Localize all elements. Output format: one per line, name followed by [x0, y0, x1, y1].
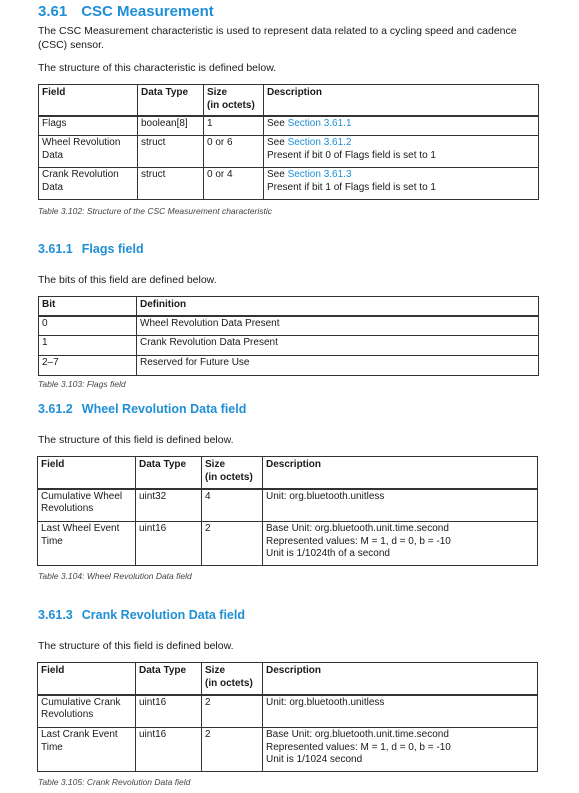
cell-field: Cumulative Crank Revolutions	[38, 695, 136, 728]
crank-revolution-table	[37, 662, 538, 772]
table-row	[38, 695, 538, 728]
section-title: CSC Measurement	[81, 3, 214, 20]
table-row	[39, 168, 539, 200]
cell-field: Wheel Revolution Data	[39, 136, 138, 168]
table-row	[39, 336, 539, 356]
cell-data-type: uint16	[136, 522, 202, 566]
col-header-definition: Definition	[137, 297, 539, 316]
col-header-field: Field	[38, 663, 136, 695]
cell-data-type: uint16	[136, 695, 202, 728]
col-header-bit: Bit	[39, 297, 137, 316]
cell-description: Unit: org.bluetooth.unitless	[263, 695, 538, 728]
flags-table	[38, 296, 539, 376]
table-header-row	[38, 663, 538, 695]
section-link[interactable]: Section 3.61.3	[287, 169, 352, 180]
cell-field: Last Crank Event Time	[38, 728, 136, 772]
cell-size: 2	[202, 695, 263, 728]
table-header-row	[39, 85, 539, 116]
col-header-description: Description	[264, 85, 539, 116]
section-intro-paragraph: The CSC Measurement characteristic is used to represent data related to a cycling speed and cadence (CSC) sensor.	[38, 25, 517, 51]
cell-data-type: struct	[138, 168, 204, 200]
col-header-size: Size (in octets)	[204, 85, 264, 116]
crank-note: The structure of this field is defined below.	[38, 640, 234, 652]
table-caption: Table 3.103: Flags field	[38, 379, 126, 389]
section-title: Flags field	[81, 242, 144, 256]
cell-description: Base Unit: org.bluetooth.unit.time.second Represented values: M = 1, d = 0, b = -10 Unit is 1/1024th of a second	[263, 522, 538, 566]
cell-description: Unit: org.bluetooth.unitless	[263, 489, 538, 522]
col-header-field: Field	[39, 85, 138, 116]
section-number: 3.61.3	[38, 608, 73, 622]
cell-bit: 2–7	[39, 356, 137, 376]
cell-data-type: struct	[138, 136, 204, 168]
cell-size: 0 or 6	[204, 136, 264, 168]
table-row	[38, 522, 538, 566]
cell-data-type: boolean[8]	[138, 116, 204, 136]
table-header-row	[39, 297, 539, 316]
section-title: Wheel Revolution Data field	[81, 402, 247, 416]
cell-data-type: uint16	[136, 728, 202, 772]
table-row	[39, 356, 539, 376]
table-row	[38, 728, 538, 772]
cell-description: Base Unit: org.bluetooth.unit.time.second Represented values: M = 1, d = 0, b = -10 Unit is 1/1024 second	[263, 728, 538, 772]
cell-definition: Reserved for Future Use	[137, 356, 539, 376]
section-heading-crank-revolution	[38, 608, 245, 622]
col-header-field: Field	[38, 457, 136, 489]
cell-field: Last Wheel Event Time	[38, 522, 136, 566]
cell-bit: 1	[39, 336, 137, 356]
section-number: 3.61.1	[38, 242, 73, 256]
cell-bit: 0	[39, 316, 137, 336]
section-title: Crank Revolution Data field	[81, 608, 245, 622]
cell-size: 1	[204, 116, 264, 136]
wheel-note: The structure of this field is defined below.	[38, 434, 234, 446]
cell-size: 2	[202, 728, 263, 772]
section-link[interactable]: Section 3.61.1	[287, 117, 352, 129]
cell-field: Cumulative Wheel Revolutions	[38, 489, 136, 522]
cell-definition: Crank Revolution Data Present	[137, 336, 539, 356]
col-header-data-type: Data Type	[138, 85, 204, 116]
cell-size: 2	[202, 522, 263, 566]
section-heading-flags-field	[38, 242, 144, 256]
col-header-size: Size (in octets)	[202, 663, 263, 695]
table-header-row	[38, 457, 538, 489]
col-header-data-type: Data Type	[136, 457, 202, 489]
cell-description: See Section 3.61.3 Present if bit 1 of Flags field is set to 1	[264, 168, 539, 200]
table-row	[39, 116, 539, 136]
section-number: 3.61.2	[38, 402, 73, 416]
cell-size: 0 or 4	[204, 168, 264, 200]
cell-definition: Wheel Revolution Data Present	[137, 316, 539, 336]
cell-description: See Section 3.61.1	[264, 116, 539, 136]
section-heading-wheel-revolution	[38, 402, 246, 416]
cell-field: Crank Revolution Data	[39, 168, 138, 200]
section-heading-csc-measurement	[38, 3, 214, 20]
section-link[interactable]: Section 3.61.2	[287, 137, 352, 148]
wheel-revolution-table	[37, 456, 538, 566]
col-header-description: Description	[263, 663, 538, 695]
cell-description: See Section 3.61.2 Present if bit 0 of Flags field is set to 1	[264, 136, 539, 168]
col-header-description: Description	[263, 457, 538, 489]
cell-size: 4	[202, 489, 263, 522]
table-caption: Table 3.104: Wheel Revolution Data field	[38, 571, 192, 581]
structure-note: The structure of this characteristic is defined below.	[38, 62, 277, 74]
cell-field: Flags	[39, 116, 138, 136]
table-caption: Table 3.105: Crank Revolution Data field	[38, 777, 191, 787]
table-caption: Table 3.102: Structure of the CSC Measurement characteristic	[38, 206, 273, 216]
csc-structure-table	[38, 84, 539, 200]
section-number: 3.61	[38, 3, 68, 20]
col-header-data-type: Data Type	[136, 663, 202, 695]
table-row	[39, 136, 539, 168]
col-header-size: Size (in octets)	[202, 457, 263, 489]
cell-data-type: uint32	[136, 489, 202, 522]
table-row	[38, 489, 538, 522]
flags-note: The bits of this field are defined below.	[38, 274, 217, 286]
table-row	[39, 316, 539, 336]
